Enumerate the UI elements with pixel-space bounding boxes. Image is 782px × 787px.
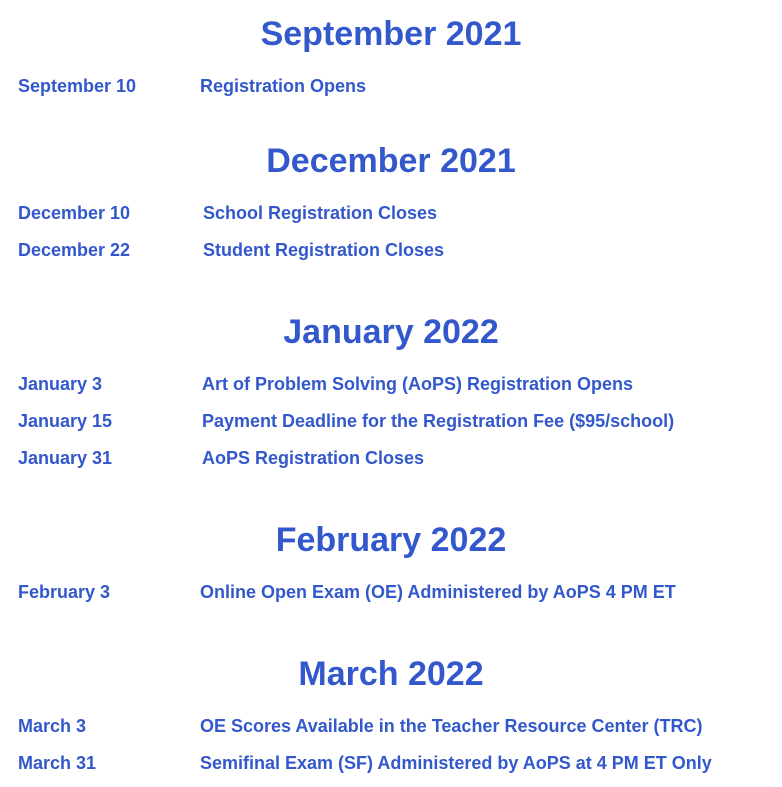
month-heading-december-2021: December 2021 <box>266 142 516 180</box>
event-description: Art of Problem Solving (AoPS) Registration Opens <box>202 374 634 394</box>
event-description: Student Registration Closes <box>203 240 445 260</box>
month-heading-february-2022: February 2022 <box>275 521 507 559</box>
event-description: School Registration Closes <box>203 203 438 223</box>
schedule-row <box>0 201 782 225</box>
schedule-row <box>0 751 782 775</box>
event-date: December 10 <box>18 203 131 223</box>
event-description: Registration Opens <box>200 76 367 96</box>
event-description: Online Open Exam (OE) Administered by AoPS 4 PM ET <box>200 582 676 602</box>
schedule-row <box>0 238 782 262</box>
event-date: March 3 <box>18 716 87 736</box>
month-heading-january-2022: January 2022 <box>283 313 499 351</box>
event-date: January 3 <box>18 374 103 394</box>
event-description: Semifinal Exam (SF) Administered by AoPS at 4 PM ET Only <box>200 753 712 773</box>
event-date: February 3 <box>18 582 111 602</box>
event-date: December 22 <box>18 240 131 260</box>
schedule-row <box>0 446 782 470</box>
event-date: March 31 <box>18 753 97 773</box>
schedule-row <box>0 74 782 98</box>
event-date: January 15 <box>18 411 113 431</box>
event-date: January 31 <box>18 448 113 468</box>
event-description: Payment Deadline for the Registration Fee ($95/school) <box>202 411 675 431</box>
event-description: OE Scores Available in the Teacher Resource Center (TRC) <box>200 716 703 736</box>
month-heading-march-2022: March 2022 <box>298 655 484 693</box>
event-date: September 10 <box>18 76 137 96</box>
month-heading-september-2021: September 2021 <box>260 15 522 53</box>
event-description: AoPS Registration Closes <box>202 448 425 468</box>
schedule-row <box>0 372 782 396</box>
schedule-row <box>0 714 782 738</box>
schedule-row <box>0 409 782 433</box>
schedule-row <box>0 580 782 604</box>
